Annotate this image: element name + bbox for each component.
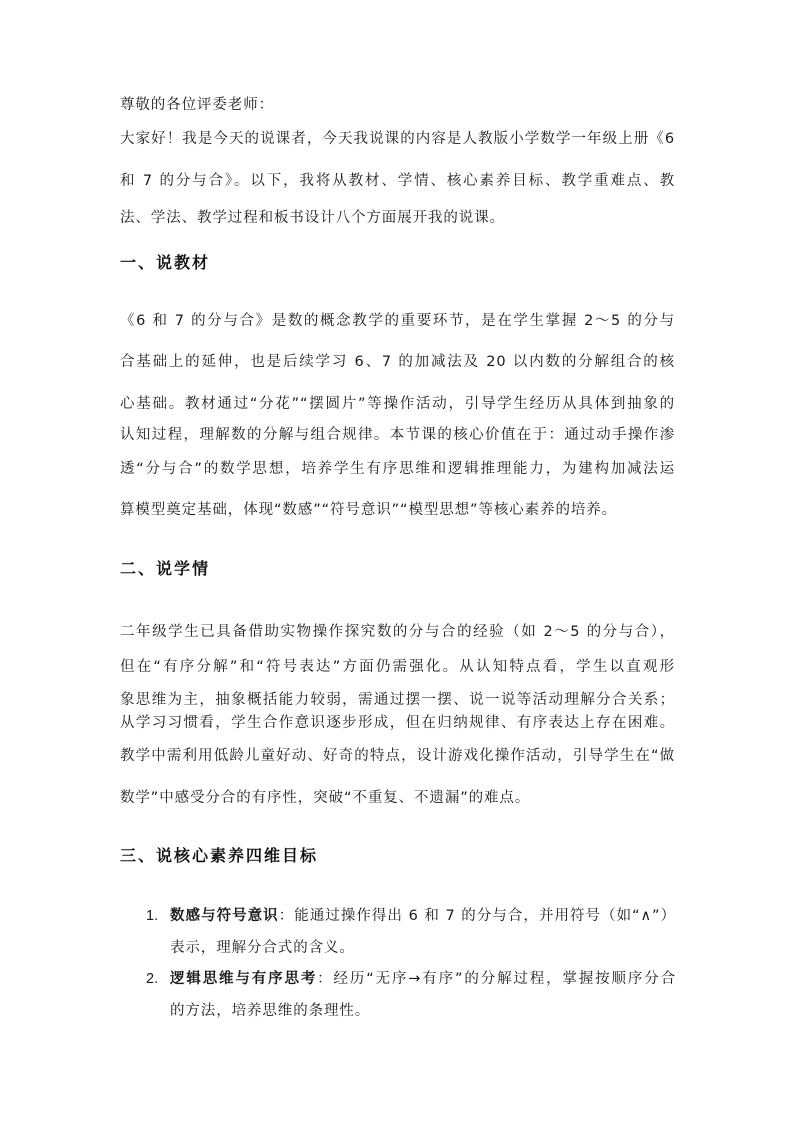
students-line-1: 二年级学生已具备借助实物操作探究数的分与合的经验（如 2～5 的分与合）， xyxy=(120,624,675,640)
intro-line-2: 和 7 的分与合》。以下，我将从教材、学情、核心素养目标、教学重难点、教 xyxy=(120,173,675,189)
section-heading-textbook: 一、说教材 xyxy=(120,253,211,272)
goal-item-number: 1. xyxy=(146,908,159,924)
students-line-4: 从学习习惯看，学生合作意识逐步形成，但在归纳规律、有序表达上存在困难。 xyxy=(120,715,675,731)
textbook-line-1: 《6 和 7 的分与合》是数的概念教学的重要环节，是在学生掌握 2～5 的分与 xyxy=(120,313,675,329)
intro-line-1: 大家好！我是今天的说课者，今天我说课的内容是人教版小学数学一年级上册《6 xyxy=(120,131,675,147)
goal-item-title: 数感与符号意识 xyxy=(170,908,279,924)
goal-item-title: 逻辑思维与有序思考 xyxy=(170,971,318,987)
students-line-2: 但在“有序分解”和“符号表达”方面仍需强化。从认知特点看，学生以直观形 xyxy=(120,659,675,675)
intro-line-3: 法、学法、教学过程和板书设计八个方面展开我的说课。 xyxy=(120,210,505,226)
goal-item-number: 2. xyxy=(146,971,159,987)
section-heading-students: 二、说学情 xyxy=(120,559,211,578)
students-line-5: 教学中需利用低龄儿童好动、好奇的特点，设计游戏化操作活动，引导学生在“做 xyxy=(120,748,675,764)
goal-item-text: ：能通过操作得出 6 和 7 的分与合，并用符号（如“∧”） xyxy=(278,908,676,924)
goal-item-line xyxy=(170,969,676,989)
students-line-3: 象思维为主，抽象概括能力较弱，需通过摆一摆、说一说等活动理解分合关系； xyxy=(120,692,675,708)
goal-item-line xyxy=(170,906,676,926)
goal-item-text: ：经历“无序→有序”的分解过程，掌握按顺序分合 xyxy=(317,971,676,987)
textbook-line-4: 认知过程，理解数的分解与组合规律。本节课的核心价值在于：通过动手操作渗 xyxy=(120,427,675,443)
textbook-line-6: 算模型奠定基础，体现“数感”“符号意识”“模型思想”等核心素养的培养。 xyxy=(120,502,618,518)
textbook-line-3: 心基础。教材通过“分花”“摆圆片”等操作活动，引导学生经历从具体到抽象的 xyxy=(120,396,675,412)
greeting: 尊敬的各位评委老师： xyxy=(120,97,274,113)
goal-item-line-2: 表示，理解分合式的含义。 xyxy=(170,940,355,956)
textbook-line-2: 合基础上的延伸，也是后续学习 6、7 的加减法及 20 以内数的分解组合的核 xyxy=(120,354,675,370)
section-heading-goals: 三、说核心素养四维目标 xyxy=(120,846,319,865)
textbook-line-5: 透“分与合”的数学思想，培养学生有序思维和逻辑推理能力，为建构加减法运 xyxy=(120,461,675,477)
students-line-6: 数学”中感受分合的有序性，突破“不重复、不遗漏”的难点。 xyxy=(120,790,531,806)
goal-item-line-2: 的方法，培养思维的条理性。 xyxy=(170,1003,371,1019)
